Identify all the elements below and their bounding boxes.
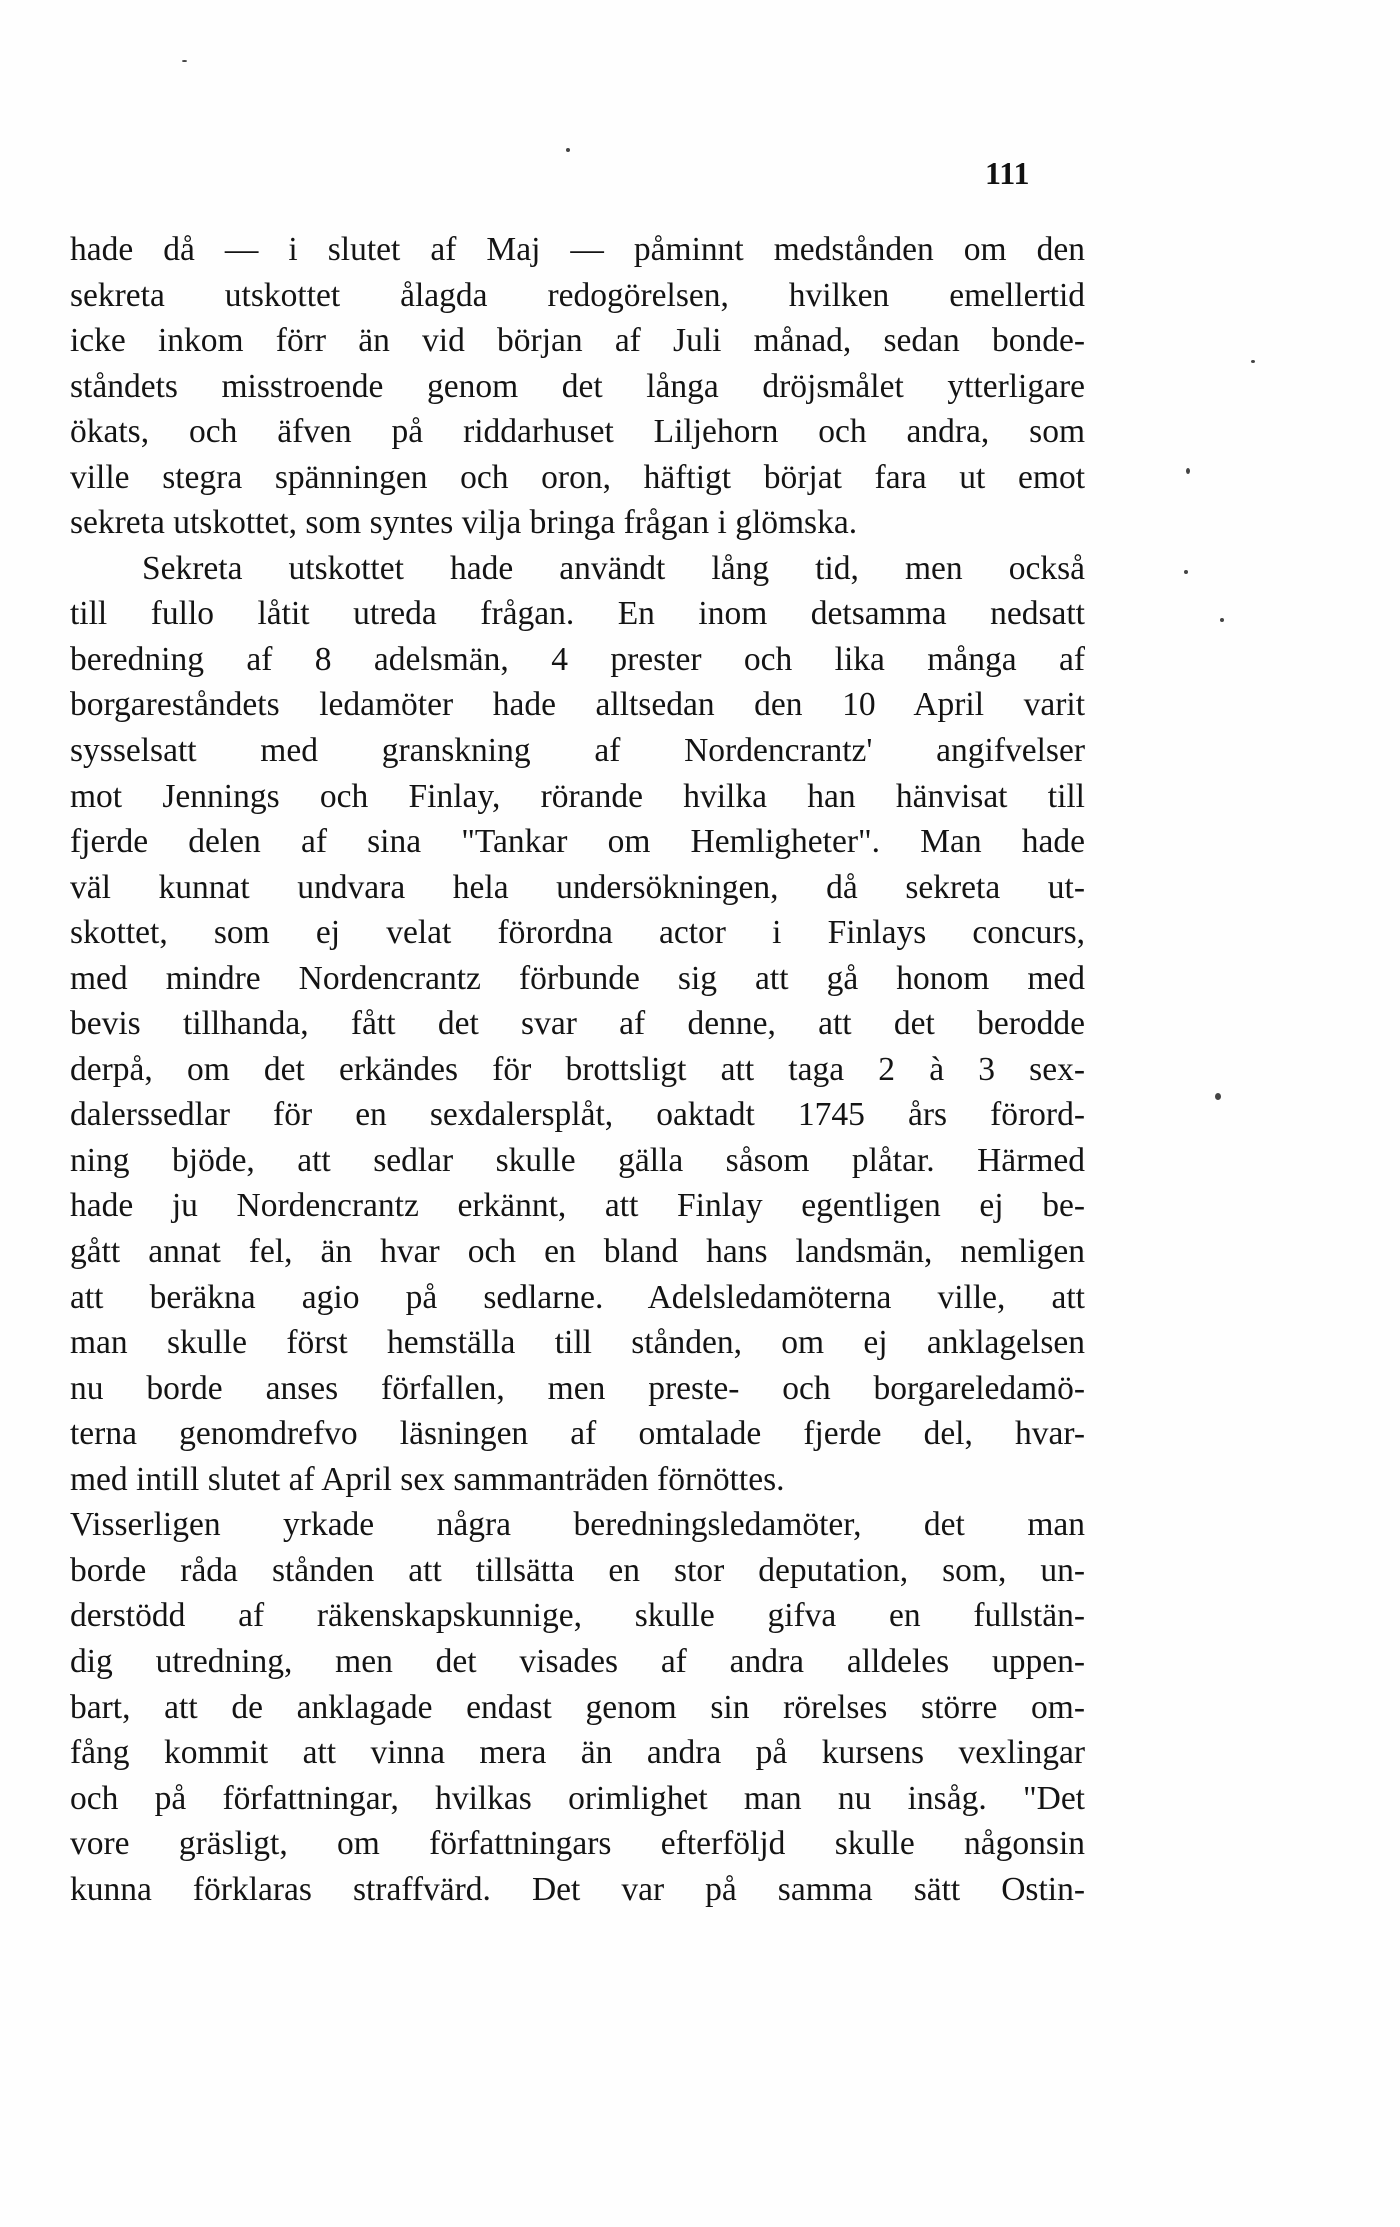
text-line: borde råda stånden att tillsätta en stor deputation, som, un- [70, 1551, 1085, 1589]
scan-speck [1215, 1093, 1221, 1100]
text-line: och på författningar, hvilkas orimlighet man nu insåg. "Det [70, 1779, 1085, 1817]
text-line: mot Jennings och Finlay, rörande hvilka han hänvisat till [70, 777, 1085, 815]
text-line: dig utredning, men det visades af andra alldeles uppen- [70, 1642, 1085, 1680]
text-line: man skulle först hemställa till stånden, om ej anklagelsen [70, 1324, 1085, 1362]
text-line: sekreta utskottet ålagda redogörelsen, hvilken emellertid [70, 276, 1085, 314]
page-number: 111 [985, 155, 1030, 191]
text-line: fjerde delen af sina "Tankar om Hemligheter". Man hade [70, 823, 1085, 861]
text-line: derpå, om det erkändes för brottsligt att taga 2 à 3 sex- [70, 1050, 1085, 1088]
scan-speck [1184, 570, 1188, 574]
scan-speck [1220, 618, 1224, 622]
text-line: med mindre Nordencrantz förbunde sig att gå honom med [70, 959, 1085, 997]
text-line: Sekreta utskottet hade användt lång tid, men också [142, 549, 1085, 587]
text-line: hade ju Nordencrantz erkännt, att Finlay egentligen ej be- [70, 1187, 1085, 1225]
text-line: att beräkna agio på sedlarne. Adelsledamöterna ville, att [70, 1278, 1085, 1316]
body-text [70, 227, 1085, 1912]
text-line: väl kunnat undvara hela undersökningen, då sekreta ut- [70, 868, 1085, 906]
text-line: ville stegra spänningen och oron, häftigt börjat fara ut emot [70, 458, 1085, 496]
text-line: fång kommit att vinna mera än andra på kursens vexlingar [70, 1734, 1085, 1772]
text-line: sekreta utskottet, som syntes vilja bringa frågan i glömska. [70, 504, 858, 542]
text-line: till fullo låtit utreda frågan. En inom detsamma nedsatt [70, 595, 1085, 633]
scan-speck [1251, 360, 1255, 363]
text-line: vore gräsligt, om författningars efterföljd skulle någonsin [70, 1825, 1085, 1863]
text-line: bevis tillhanda, fått det svar af denne, att det berodde [70, 1005, 1085, 1043]
scan-speck [566, 148, 570, 152]
text-line: icke inkom förr än vid början af Juli månad, sedan bonde- [70, 322, 1085, 360]
text-line: gått annat fel, än hvar och en bland hans landsmän, nemligen [70, 1233, 1085, 1271]
text-line: Visserligen yrkade några beredningsledamöter, det man [70, 1506, 1085, 1544]
text-line: bart, att de anklagade endast genom sin rörelses större om- [70, 1688, 1085, 1726]
text-line: dalerssedlar för en sexdalersplåt, oaktadt 1745 års förord- [70, 1096, 1085, 1134]
text-line: hade då — i slutet af Maj — påminnt medstånden om den [70, 231, 1085, 268]
text-line: nu borde anses förfallen, men preste- och borgareledamö- [70, 1369, 1085, 1407]
text-line: derstödd af räkenskapskunnige, skulle gifva en fullstän- [70, 1597, 1085, 1635]
text-line: beredning af 8 adelsmän, 4 prester och lika många af [70, 640, 1085, 678]
text-line: ning bjöde, att sedlar skulle gälla såsom plåtar. Härmed [70, 1141, 1085, 1179]
text-line: borgareståndets ledamöter hade alltsedan den 10 April varit [70, 686, 1085, 724]
text-line: ökats, och äfven på riddarhuset Liljehorn och andra, som [70, 413, 1085, 451]
text-line: kunna förklaras straffvärd. Det var på samma sätt Ostin- [70, 1870, 1085, 1908]
text-line: ståndets misstroende genom det långa dröjsmålet ytterligare [70, 367, 1085, 405]
text-line: sysselsatt med granskning af Nordencrantz' angifvelser [70, 732, 1085, 770]
text-line: skottet, som ej velat förordna actor i Finlays concurs, [70, 914, 1085, 952]
scan-speck [182, 60, 187, 62]
text-line: med intill slutet af April sex sammanträden förnöttes. [70, 1460, 785, 1498]
text-line: terna genomdrefvo läsningen af omtalade fjerde del, hvar- [70, 1415, 1085, 1453]
scan-speck [1186, 468, 1190, 474]
